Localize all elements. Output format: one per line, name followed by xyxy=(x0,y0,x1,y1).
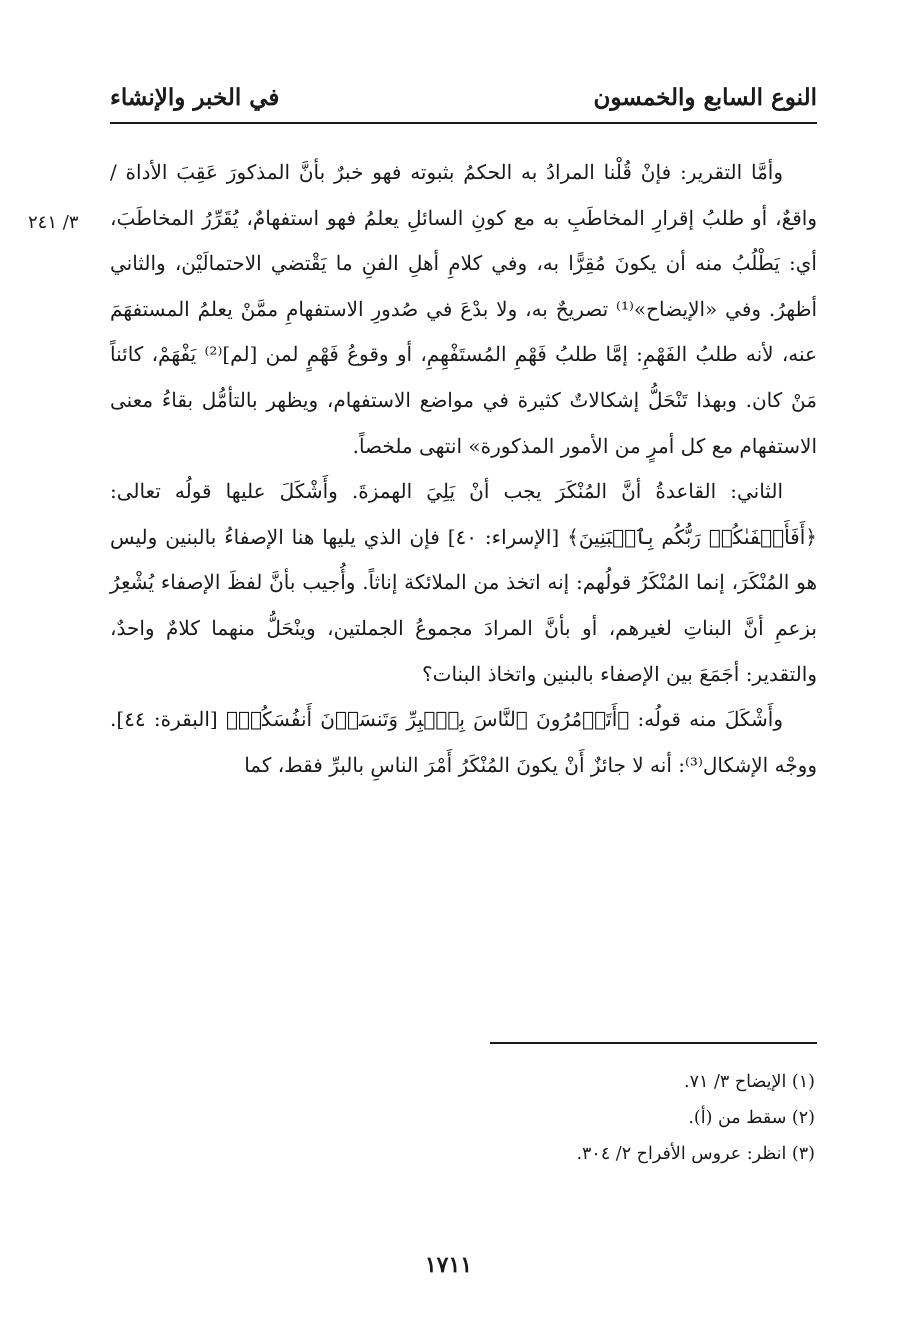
paragraph-ishkal: وأَشْكَلَ منه قولُه: ﴿أَتَأۡمُرُونَ ٱلنَّاسَ بِٱلۡبِرِّ وَتَنسَوۡنَ أَنفُسَكُمۡ﴾ [البقرة: ٤٤]. ووجْه الإشكال⁽³⁾: أنه لا جائزٌ أَنْ يكونَ المُنْكَرُ أَمْرَ الناسِ بالبرِّ فقط، كما xyxy=(110,707,817,777)
header-divider xyxy=(110,122,817,124)
section-title: في الخبر والإنشاء xyxy=(110,84,280,111)
main-text xyxy=(110,150,817,788)
footnote-1: (١) الإيضاح ٣/ ٧١. xyxy=(684,1072,815,1092)
chapter-title: النوع السابع والخمسون xyxy=(593,84,817,111)
paragraph-second-rule: الثاني: القاعدةُ أنَّ المُنْكَرَ يجب أنْ يَلِيَ الهمزةَ. وأَشْكَلَ عليها قولُه تعالى: ﴿أَفَأَصۡفَىٰكُمۡ رَبُّكُم بِٱلۡبَنِينَ﴾ [الإسراء: ٤٠] فإن الذي يليها هنا الإصفاءُ بالبنين وليس هو المُنْكَرَ، إنما المُنْكَرُ قولُهم: إنه اتخذ من الملائكة إناثاً. وأُجيب بأنَّ لفظَ الإصفاء يُشْعِرُ بزعمِ أنَّ البناتِ لغيرهم، أو بأنَّ المرادَ مجموعُ الجملتين، وينْحَلُّ منهما كلامٌ واحدٌ، والتقدير: أجَمَعَ بين الإصفاء بالبنين واتخاذ البنات؟ xyxy=(110,479,818,686)
running-header xyxy=(110,78,817,120)
paragraph-taqrir: وأمَّا التقرير: فإنْ قُلْنا المرادُ به الحكمُ بثبوته فهو خبرٌ بأنَّ المذكورَ عَقِبَ الأداة / واقعٌ، أو طلبُ إقرارِ المخاطَبِ به مع كونِ السائلِ يعلمُ فهو استفهامٌ، يُقَرِّرُ المخاطَبَ، أي: يَطْلُبُ منه أن يكونَ مُقِرًّا به، وفي كلامِ أهلِ الفنِ ما يَقْتضي الاحتمالَيْن، والثاني أظهرُ. وفي «الإيضاح»⁽¹⁾ تصريحٌ به، ولا بدْعَ في صُدورِ الاستفهامِ ممَّنْ يعلمُ المستفهَمَ عنه، لأنه طلبُ الفَهْمِ: إمَّا طلبُ فَهْمِ المُستَفْهِمِ، أو وقوعُ فَهْمٍ لمن [لم]⁽²⁾ يَفْهَمْ، كائناً مَنْ كان. وبهذا تَنْحَلُّ إشكالاتٌ كثيرة في مواضع الاستفهام، ويظهر بالتأمُّل بقاءُ معنى الاستفهام مع كل أمرٍ من الأمور المذكورة» انتهى ملخصاً. xyxy=(110,160,818,458)
page-number: ١٧١١ xyxy=(424,1252,473,1278)
footnote-3: (٣) انظر: عروس الأفراح ٢/ ٣٠٤. xyxy=(576,1144,815,1164)
volume-page-marker: ٣/ ٢٤١ xyxy=(28,212,79,233)
footnotes xyxy=(110,1064,815,1172)
footnote-2: (٢) سقط من (أ). xyxy=(688,1108,815,1128)
footnote-divider xyxy=(490,1042,817,1044)
